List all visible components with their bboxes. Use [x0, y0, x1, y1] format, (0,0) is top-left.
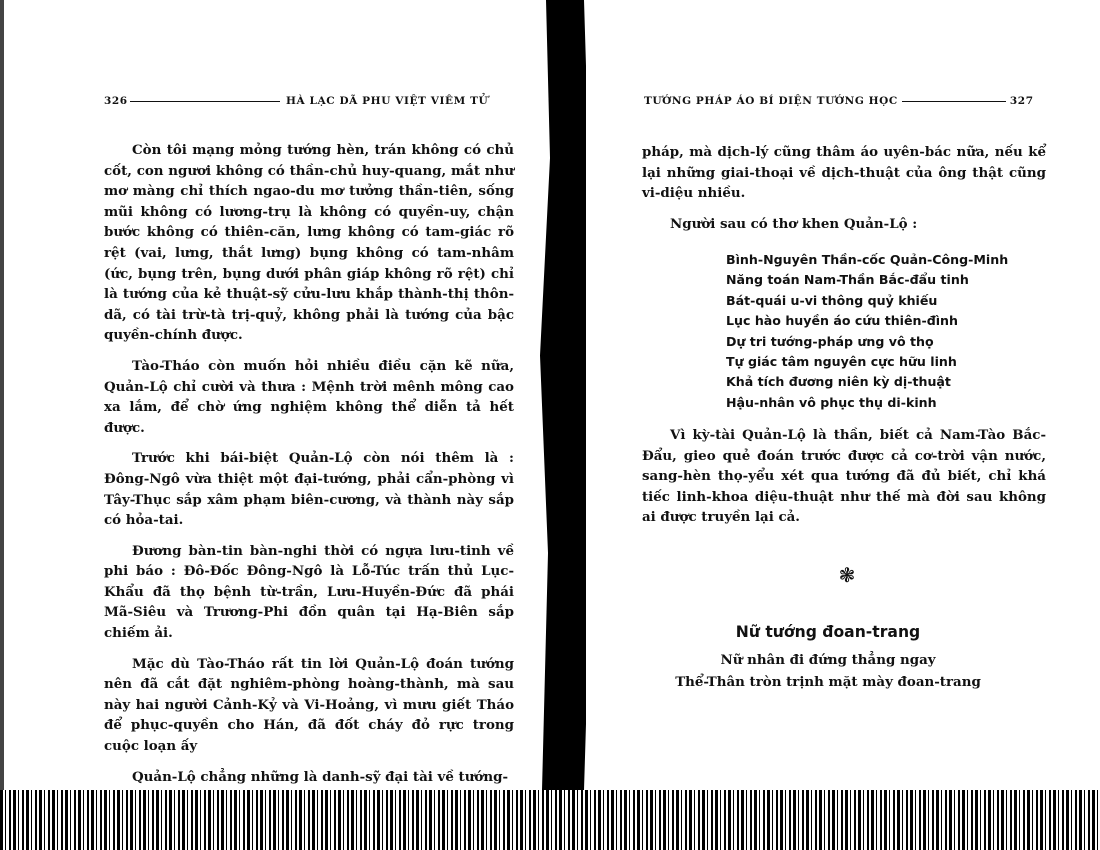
- header-rule: [902, 101, 1006, 102]
- paragraph: Trước khi bái-biệt Quản-Lộ còn nói thêm là : Đông-Ngô vừa thiệt một đại-tướng, phải cẩn-phòng vì Tây-Thục sắp xâm phạm biên-cương, và thành này sắp có hỏa-tai.: [104, 450, 514, 529]
- left-running-head: HÀ LẠC DÃ PHU VIỆT VIÊM TỬ: [286, 95, 489, 107]
- left-running-header: [104, 95, 524, 107]
- left-body-text: [104, 140, 514, 797]
- left-page: [0, 0, 548, 790]
- right-running-header: [644, 95, 1076, 107]
- poem-line: Dự tri tướng-pháp ưng vô thọ: [726, 333, 934, 349]
- section-title: Nữ tướng đoan-trang: [735, 623, 921, 641]
- poem-line: Khả tích đương niên kỳ dị-thuật: [726, 374, 951, 390]
- poem-intro: Người sau có thơ khen Quản-Lộ :: [670, 216, 918, 232]
- poem-line: Hậu-nhân vô phục thụ di-kinh: [726, 394, 937, 410]
- poem-line: Lục hào huyền áo cứu thiên-đình: [726, 313, 958, 329]
- paragraph: Tào-Tháo còn muốn hỏi nhiều điều cặn kẽ nữa, Quản-Lộ chỉ cười và thưa : Mệnh trời mênh mông cao xa lắm, để chờ ứng nghiệm không thể diễn tả hết được.: [104, 357, 514, 436]
- closing-paragraph: Vì kỳ-tài Quản-Lộ là thần, biết cả Nam-Tào Bắc-Đẩu, gieo quẻ đoán trước được cả cơ-trời vận nước, sang-hèn thọ-yểu xét qua tướng đã đủ biết, chỉ khá tiếc linh-khoa diệu-thuật như thế mà đời sau không ai được truyền lại cả.: [642, 427, 1046, 526]
- flower-ornament-icon: ❃: [838, 563, 856, 587]
- right-page-number: 327: [1009, 95, 1034, 107]
- poem-line: Bát-quái u-vi thông quỷ khiếu: [726, 292, 938, 308]
- right-body-closing: [642, 425, 1046, 538]
- continuation-paragraph: pháp, mà dịch-lý cũng thâm áo uyên-bác nữa, nếu kể lại những giai-thoại về dịch-thuật của ông thật cũng vi-diệu nhiều.: [642, 144, 1046, 202]
- paragraph: Đương bàn-tin bàn-nghi thời có ngựa lưu-tinh về phi báo : Đô-Đốc Đông-Ngô là Lỗ-Túc trấn thủ Lục-Khẩu đã thọ bệnh từ-trần, Lưu-Huyền-Đức đã phái Mã-Siêu và Trương-Phi đồn quân tại Hạ-Biên sắp chiếm ải.: [104, 542, 514, 642]
- right-running-head: TƯỚNG PHÁP ÁO BÍ DIỆN TƯỚNG HỌC: [644, 95, 898, 107]
- right-page: [586, 0, 1100, 790]
- left-page-number: 326: [104, 95, 128, 107]
- paragraph: Quản-Lộ chẳng những là danh-sỹ đại tài về tướng-: [132, 768, 509, 785]
- paragraph: Còn tôi mạng mỏng tướng hèn, trán không có chủ cốt, con ngươi không có thần-chủ huy-quang, mắt như mơ màng chỉ thích ngao-du mơ tưởng thần-tiên, sống mũi không có lương-trụ là không có quyền-uy, chận bước không có thiên-căn, lưng không có tam-giác rõ rệt (vai, lưng, thắt lưng) bụng không có tam-nhâm (ức, bụng trên, bụng dưới phân giáp không rõ rệt) chỉ là tướng của kẻ thuật-sỹ cửu-lưu khắp thành-thị thôn-dã, có tài trừ-tà trị-quỷ, không phải là tướng của bậc quyền-chính được.: [104, 142, 514, 344]
- verse-line: Thể-Thân tròn trịnh mặt mày đoan-trang: [675, 674, 981, 690]
- poem: [726, 250, 1008, 413]
- header-rule: [130, 101, 280, 102]
- verse-line: Nữ nhân đi đứng thẳng ngay: [720, 652, 936, 668]
- right-body-top: [642, 142, 1046, 214]
- page-edge-shadow: [0, 0, 4, 790]
- paragraph: Mặc dù Tào-Tháo rất tin lời Quản-Lộ đoán tướng nên đã cắt đặt nghiêm-phòng hoàng-thành, mà sau này hai người Cảnh-Kỷ và Vi-Hoảng, vì mưu giết Tháo để phục-quyền cho Hán, đã đốt cháy đỏ rực trong cuộc loạn ấy: [104, 655, 514, 755]
- poem-line: Bình-Nguyên Thần-cốc Quản-Công-Minh: [726, 252, 1009, 267]
- poem-line: Năng toán Nam-Thần Bắc-đẩu tinh: [726, 272, 969, 288]
- poem-line: Tự giác tâm nguyên cực hữu linh: [726, 353, 957, 369]
- scan-stripe-border: [0, 790, 1100, 850]
